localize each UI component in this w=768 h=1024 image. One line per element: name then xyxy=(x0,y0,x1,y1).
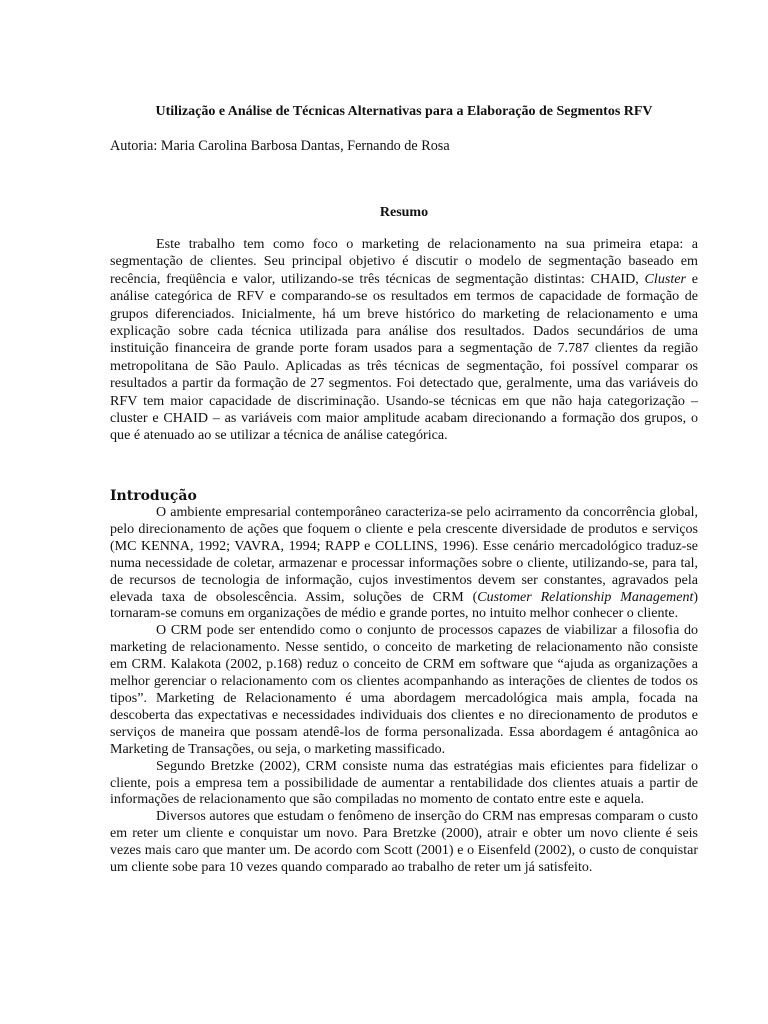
introduction-heading: Introdução xyxy=(110,488,197,504)
intro-p1-text-a: O ambiente empresarial contemporâneo caracteriza-se pelo acirramento da concorrência global, pelo direcionamento de ações que foquem o cliente e pela crescente diversidade de produtos e serviços (MC KENNA, 1992; VAVRA, 1994; RAPP e COLLINS, 1996). Esse cenário mercadológico traduz-se numa necessidade de coletar, armazenar e processar informações sobre o cliente, utilizando-se, para tal, de recursos de tecnologia de informação, cujos investimentos devem ser constantes, agravados pela elevada taxa de obsolescência. Assim, soluções de CRM ( xyxy=(110,505,698,605)
authors-line: Autoria: Maria Carolina Barbosa Dantas, Fernando de Rosa xyxy=(110,138,450,154)
intro-paragraph-1 xyxy=(110,505,698,623)
introduction-section xyxy=(110,488,698,877)
abstract-text-1: Este trabalho tem como foco o marketing de relacionamento na sua primeira etapa: a segmentação de clientes. Seu principal objetivo é discutir o modelo de segmentação baseado em recência, freqüência e valor, utilizando-se três técnicas de segmentação distintas: CHAID, xyxy=(110,236,698,287)
abstract-text-2: e análise categórica de RFV e comparando-se os resultados em termos de capacidade de formação de grupos diferenciados. Inicialmente, há um breve histórico do marketing de relacionamento e uma explicação sobre cada técnica utilizada para análise dos resultados. Dados secundários de uma instituição financeira de grande porte foram usados para a segmentação de 7.787 clientes da região metropolitana de São Paulo. Aplicadas as três técnicas de segmentação, foi possível comparar os resultados a partir da formação de 27 segmentos. Foi detectado que, geralmente, uma das variáveis do RFV tem maior capacidade de discriminação. Usando-se técnicas em que não haja categorização – cluster e CHAID – as variáveis com maior amplitude acabam direcionando a formação dos grupos, o que é atenuado ao se utilizar a técnica de análise categórica. xyxy=(110,270,699,444)
intro-p1-italic: Customer Relationship Management xyxy=(477,589,694,605)
abstract-italic-cluster: Cluster xyxy=(644,270,687,287)
abstract-heading: Resumo xyxy=(379,205,429,220)
intro-paragraph-4: Diversos autores que estudam o fenômeno de inserção do CRM nas empresas comparam o custo em reter um cliente e conquistar um novo. Para Bretzke (2000), atrair e obter um novo cliente é seis vezes mais caro que manter um. De acordo com Scott (2001) e o Eisenfeld (2002), o custo de conquistar um cliente sobe para 10 vezes quando comparado ao trabalho de reter um já satisfeito. xyxy=(110,809,698,876)
document-title: Utilização e Análise de Técnicas Alternativas para a Elaboração de Segmentos RFV xyxy=(155,104,653,119)
intro-paragraph-3: Segundo Bretzke (2002), CRM consiste numa das estratégias mais eficientes para fidelizar o cliente, pois a empresa tem a possibilidade de aumentar a rentabilidade dos clientes atuais a partir de informações de relacionamento que são compiladas no momento de contato entre este e aquela. xyxy=(110,758,698,808)
abstract-paragraph xyxy=(110,236,698,445)
intro-paragraph-2: O CRM pode ser entendido como o conjunto de processos capazes de viabilizar a filosofia do marketing de relacionamento. Nesse sentido, o conceito de marketing de relacionamento não consiste em CRM. Kalakota (2002, p.168) reduz o conceito de CRM em software que “ajuda as organizações a melhor gerenciar o relacionamento com os clientes acompanhando as interações de clientes de todos os tipos”. Marketing de Relacionamento é uma abordagem mercadológica mais ampla, focada na descoberta das expectativas e necessidades individuais dos clientes e no direcionamento de produtos e serviços de maneira que possam atendê-los de forma personalizada. Essa abordagem é antagônica ao Marketing de Transações, ou seja, o marketing massificado. xyxy=(110,623,698,757)
intro-p1-text-b: ) tornaram-se comuns em organizações de médio e grande portes, no intuito melhor conhecer o cliente. xyxy=(110,589,699,622)
